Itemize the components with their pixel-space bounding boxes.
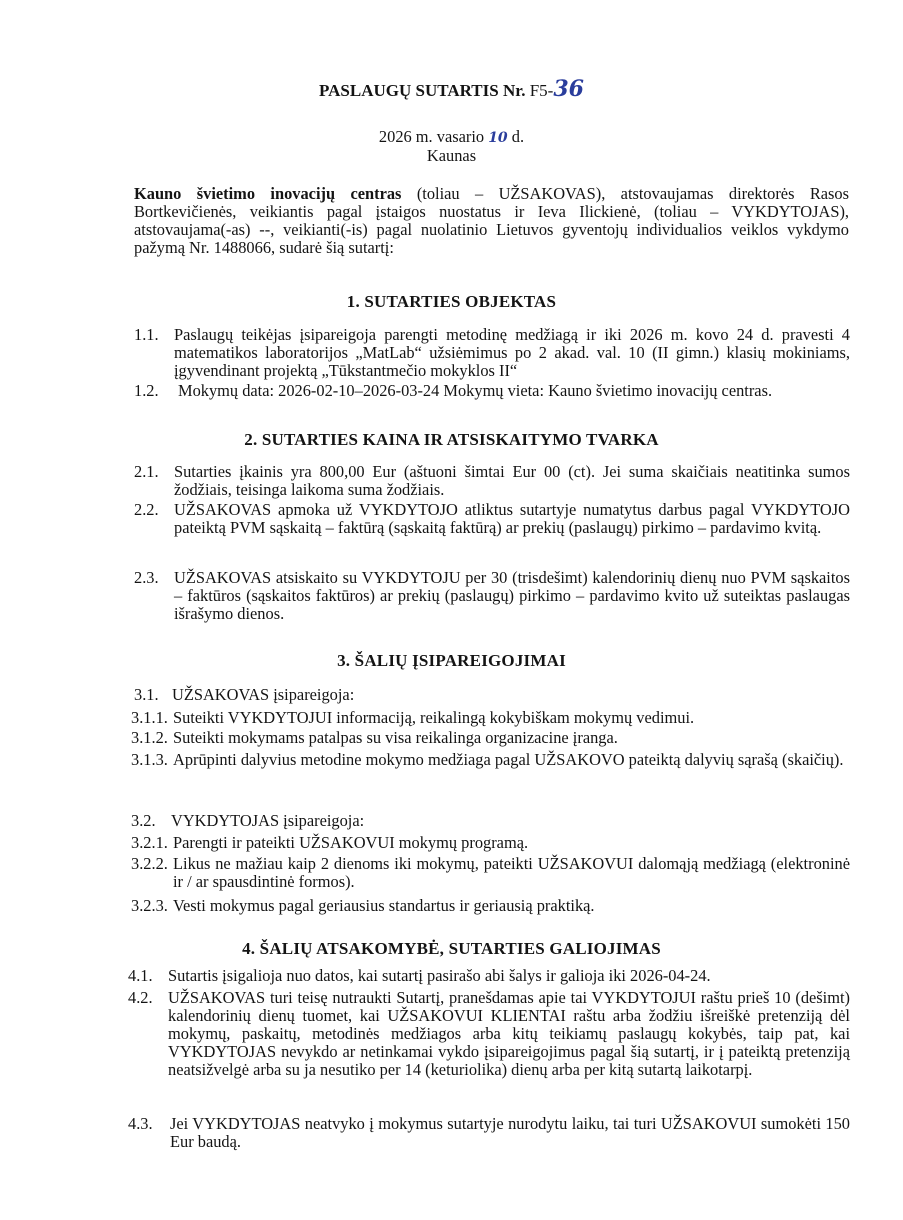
clause-text: Jei VYKDYTOJAS neatvyko į mokymus sutartyje nurodytu laiku, tai turi UŽSAKOVUI sumokėti 150 Eur baudą. [170, 1114, 850, 1151]
document-title [0, 76, 903, 102]
clause-3-1 [134, 686, 850, 704]
clause-text: Suteikti mokymams patalpas su visa reikalinga organizacine įranga. [173, 728, 618, 747]
clause-text: Suteikti VYKDYTOJUI informaciją, reikalingą kokybiškam mokymų vedimui. [173, 708, 695, 727]
clause-number: 4.3. [128, 1114, 153, 1133]
contract-number-prefix: F5- [529, 81, 554, 100]
intro-text: (toliau – UŽSAKOVAS), atstovaujamas direktorės Rasos Bortkevičienės, veikiantis pagal įstaigos nuostatus ir Ieva Ilickienė, (toliau – VYKDYTOJAS), atstovaujama(-as) --, veikianti(-is) pagal nuolatinio Lietuvos gyventojų individualios veiklos vykdymo pažymą Nr. 1488066, sudarė šią sutartį: [134, 184, 850, 257]
contract-city: Kaunas [426, 146, 477, 165]
clause-number: 4.2. [128, 988, 153, 1007]
clause-4-2 [128, 989, 850, 1079]
clause-text: UŽSAKOVAS atsiskaito su VYKDYTOJU per 30 (trisdešimt) kalendorinių dienų nuo PVM sąskaitos – faktūros (sąskaitos faktūros) ar prekių (paslaugų) pirkimo – pardavimo kvito už suteiktas paslaugas išrašymo dienos. [174, 568, 850, 623]
intro-paragraph [134, 185, 849, 257]
clause-number: 3.1.3. [131, 750, 168, 769]
clause-4-3 [128, 1115, 850, 1151]
section-2-heading: 2. SUTARTIES KAINA IR ATSISKAITYMO TVARKA [244, 430, 659, 449]
customer-name: Kauno švietimo inovacijų centras [134, 184, 402, 203]
clause-1-1 [134, 326, 850, 380]
clause-number: 3.2.1. [131, 833, 168, 852]
clause-3-2-2 [131, 855, 850, 891]
clause-text: Mokymų data: 2026-02-10–2026-03-24 Mokymų vieta: Kauno švietimo inovacijų centras. [178, 381, 773, 400]
clause-2-1 [134, 463, 850, 499]
clause-number: 2.2. [134, 500, 159, 519]
clause-number: 1.2. [134, 381, 159, 400]
clause-number: 3.1.2. [131, 728, 168, 747]
clause-text: UŽSAKOVAS turi teisę nutraukti Sutartį, pranešdamas apie tai VYKDYTOJUI raštu prieš 10 (dešimt) kalendorinių dienų tuomet, kai UŽSAKOVUI KLIENTAI raštu arba žodžiu išreiškė pretenziją dėl mokymų, paskaitų, metodinės medžiagos arba kitų teikiamų paslaugų kokybės, taip pat, kai VYKDYTOJAS nevykdo ar netinkamai vykdo įsipareigojimus pagal šią sutartį, ir į pateiktą pretenziją neatsižvelgė arba su ja nesutiko per 14 (keturiolika) dienų arba per kitą sutartą laikotarpį. [168, 988, 850, 1079]
clause-text: Aprūpinti dalyvius metodine mokymo medžiaga pagal UŽSAKOVO pateiktą dalyvių sąrašą (skaičių). [173, 750, 844, 769]
clause-3-1-3 [131, 751, 850, 769]
clause-number: 3.1. [134, 685, 159, 704]
clause-3-1-2 [131, 729, 850, 747]
clause-1-2 [134, 382, 850, 400]
clause-text: UŽSAKOVAS apmoka už VYKDYTOJO atliktus sutartyje numatytus darbus pagal VYKDYTOJO pateiktą PVM sąskaitą – faktūrą (sąskaitą faktūrą) ar prekių (paslaugų) pirkimo – pardavimo kvitą. [174, 500, 850, 537]
clause-number: 2.3. [134, 568, 159, 587]
clause-3-1-1 [131, 709, 850, 727]
clause-2-3 [134, 569, 850, 623]
clause-text: Sutartis įsigalioja nuo datos, kai sutartį pasirašo abi šalys ir galioja iki 2026-04-24. [168, 966, 711, 985]
contract-date [0, 128, 903, 147]
clause-text: UŽSAKOVAS įsipareigoja: [172, 685, 355, 704]
section-1-heading: 1. SUTARTIES OBJEKTAS [346, 292, 557, 311]
clause-number: 2.1. [134, 462, 159, 481]
clause-3-2-3 [131, 897, 850, 915]
clause-number: 3.2.3. [131, 896, 168, 915]
clause-3-2 [131, 812, 850, 830]
clause-text: Vesti mokymus pagal geriausius standartus ir geriausią praktiką. [173, 896, 595, 915]
section-3-heading: 3. ŠALIŲ ĮSIPAREIGOJIMAI [337, 651, 566, 670]
clause-number: 1.1. [134, 325, 159, 344]
date-suffix: d. [511, 127, 525, 146]
clause-text: VYKDYTOJAS įsipareigoja: [171, 811, 365, 830]
clause-number: 4.1. [128, 966, 153, 985]
clause-text: Likus ne mažiau kaip 2 dienoms iki mokymų, pateikti UŽSAKOVUI dalomąją medžiagą (elektroninė ir / ar spausdintinė formos). [173, 854, 850, 891]
clause-number: 3.2.2. [131, 854, 168, 873]
clause-text: Sutarties įkainis yra 800,00 Eur (aštuoni šimtai Eur 00 (ct). Jei suma skaičiais neatitinka sumos žodžiais, teisinga laikoma suma žodžiais. [174, 462, 850, 499]
handwritten-contract-number: 36 [553, 76, 584, 102]
clause-number: 3.2. [131, 811, 156, 830]
clause-3-2-1 [131, 834, 850, 852]
clause-4-1 [128, 967, 850, 985]
date-prefix: 2026 m. vasario [378, 127, 485, 146]
clause-number: 3.1.1. [131, 708, 168, 727]
section-4-heading: 4. ŠALIŲ ATSAKOMYBĖ, SUTARTIES GALIOJIMAS [242, 939, 661, 958]
clause-text: Parengti ir pateikti UŽSAKOVUI mokymų programą. [173, 833, 529, 852]
title-text: PASLAUGŲ SUTARTIS Nr. [319, 81, 526, 100]
handwritten-date-day: 10 [488, 130, 508, 146]
clause-text: Paslaugų teikėjas įsipareigoja parengti metodinę medžiagą ir iki 2026 m. kovo 24 d. pravesti 4 matematikos laboratorijos „MatLab“ užsiėmimus po 2 akad. val. 10 (II gimn.) klasių mokiniams, įgyvendinant projektą „Tūkstantmečio mokyklos II“ [174, 325, 850, 380]
clause-2-2 [134, 501, 850, 537]
